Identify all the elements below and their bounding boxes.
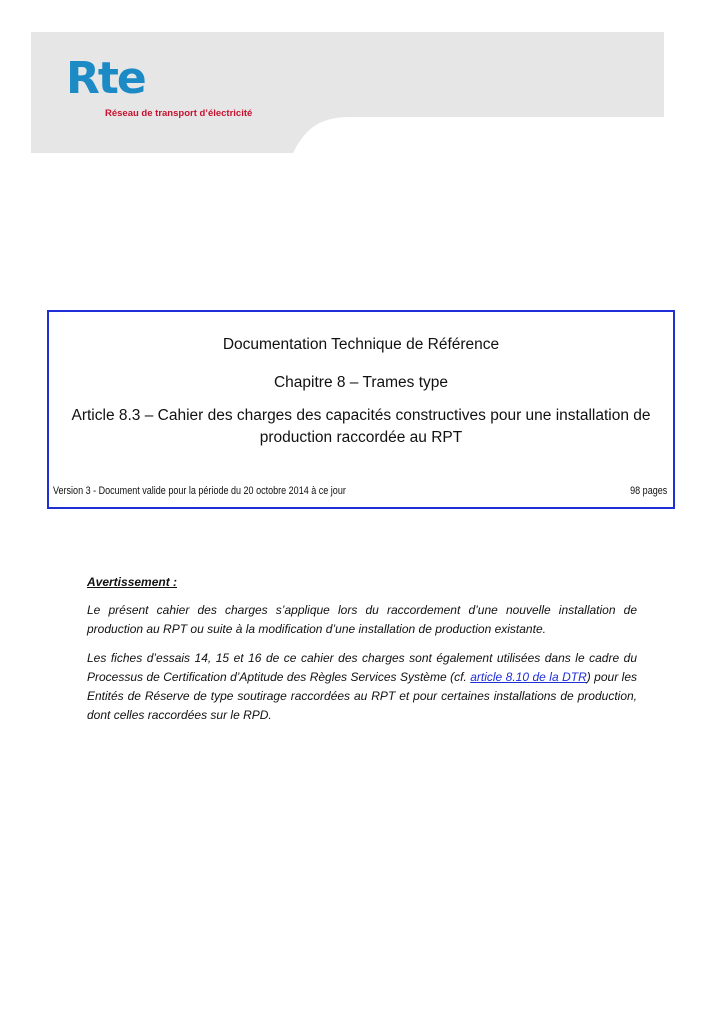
chapter-title: Chapitre 8 – Trames type	[273, 374, 449, 391]
version-info: Version 3 - Document valide pour la période du 20 octobre 2014 à ce jour	[53, 485, 346, 497]
warning-paragraph-2-end: ) pour les Entités de Réserve de type soutirage raccordées au RPT et pour certaines installations de production, dont celles raccordées sur le RPD.	[87, 670, 637, 722]
title-box	[47, 310, 675, 509]
logo-wordmark: Rte	[66, 53, 145, 104]
warning-paragraph-2	[87, 649, 637, 725]
warning-section	[87, 573, 637, 735]
warning-heading: Avertissement :	[87, 575, 178, 589]
logo-subtitle: Réseau de transport d’électricité	[105, 108, 253, 119]
page-count: 98 pages	[629, 485, 667, 497]
warning-paragraph-1: Le présent cahier des charges s’applique lors du raccordement d’une nouvelle installation de production au RPT ou suite à la modification d’une installation de production existante.	[87, 603, 637, 636]
dtr-article-link[interactable]: article 8.10 de la DTR	[470, 670, 587, 684]
rte-logo	[66, 55, 266, 125]
warning-paragraph-2-start: Les fiches d’essais 14, 15 et 16 de ce cahier des charges sont également utilisées dans le cadre du Processus de Certification d’Aptitude des Règles Services Système (cf.	[87, 651, 637, 684]
article-title: Article 8.3 – Cahier des charges des capacités constructives pour une installation de production raccordée au RPT	[71, 407, 651, 446]
document-title: Documentation Technique de Référence	[222, 336, 500, 353]
